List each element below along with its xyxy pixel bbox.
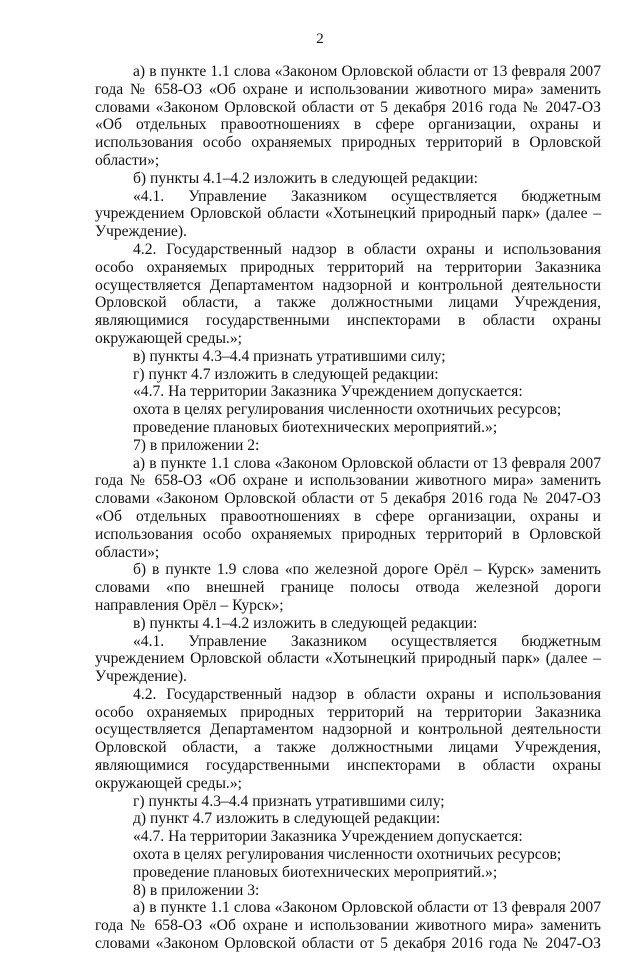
paragraph: в) пункты 4.1–4.2 изложить в следующей редакции: — [133, 614, 478, 632]
paragraph: «4.7. На территории Заказника Учреждением допускается: — [133, 828, 523, 846]
paragraph: «4.1. Управление Заказником осуществляется бюджетным учреждением Орловской области «Хотынецкий природный парк» (далее – Учреждение). — [95, 632, 601, 686]
paragraph: а) в пункте 1.1 слова «Законом Орловской области от 13 февраля 2007 года № 658-ОЗ «Об охране и использовании животного мира» заменить словами «Законом Орловской области от 5 декабря 2016 года № 2047-ОЗ «Об отдельных правоотношениях в сфере организации, охраны и использования особо охраняемых природных территорий в Орловской области»; — [95, 454, 601, 561]
paragraph: 4.2. Государственный надзор в области охраны и использования особо охраняемых природных территорий на территории Заказника осуществляется Департаментом надзорной и контрольной деятельности Орловской области, а также должностными лицами Учреждения, являющимися государственными инспекторами в области охраны окружающей среды.»; — [95, 685, 601, 792]
paragraph: г) пункты 4.3–4.4 признать утратившими силу; — [133, 792, 445, 810]
paragraph: в) пункты 4.3–4.4 признать утратившими силу; — [133, 347, 446, 365]
paragraph: г) пункт 4.7 изложить в следующей редакции: — [133, 365, 439, 383]
paragraph: охота в целях регулирования численности охотничьих ресурсов; — [133, 401, 562, 419]
paragraph: проведение плановых биотехнических мероприятий.»; — [133, 418, 498, 436]
paragraph: 8) в приложении 3: — [133, 881, 260, 899]
paragraph: а) в пункте 1.1 слова «Законом Орловской области от 13 февраля 2007 года № 658-ОЗ «Об охране и использовании животного мира» заменить словами «Законом Орловской области от 5 декабря 2016 года № 2047-ОЗ — [95, 899, 601, 953]
paragraph: б) пункты 4.1–4.2 изложить в следующей редакции: — [133, 169, 478, 187]
paragraph: д) пункт 4.7 изложить в следующей редакции: — [133, 810, 441, 828]
paragraph: б) в пункте 1.9 слова «по железной дороге Орёл – Курск» заменить словами «по внешней границе полосы отвода железной дороги направления Орёл – Курск»; — [95, 561, 601, 614]
paragraph: охота в целях регулирования численности охотничьих ресурсов; — [133, 846, 562, 864]
paragraph: «4.1. Управление Заказником осуществляется бюджетным учреждением Орловской области «Хотынецкий природный парк» (далее – Учреждение). — [95, 187, 601, 241]
document-body — [95, 63, 601, 953]
page-number: 2 — [316, 31, 324, 47]
paragraph: а) в пункте 1.1 слова «Законом Орловской области от 13 февраля 2007 года № 658-ОЗ «Об охране и использовании животного мира» заменить словами «Законом Орловской области от 5 декабря 2016 года № 2047-ОЗ «Об отдельных правоотношениях в сфере организации, охраны и использования особо охраняемых природных территорий в Орловской области»; — [95, 63, 601, 169]
paragraph: «4.7. На территории Заказника Учреждением допускается: — [133, 383, 523, 401]
paragraph: 4.2. Государственный надзор в области охраны и использования особо охраняемых природных территорий на территории Заказника осуществляется Департаментом надзорной и контрольной деятельности Орловской области, а также должностными лицами Учреждения, являющимися государственными инспекторами в области охраны окружающей среды.»; — [95, 240, 601, 347]
paragraph: проведение плановых биотехнических мероприятий.»; — [133, 863, 498, 881]
paragraph: 7) в приложении 2: — [133, 436, 260, 454]
